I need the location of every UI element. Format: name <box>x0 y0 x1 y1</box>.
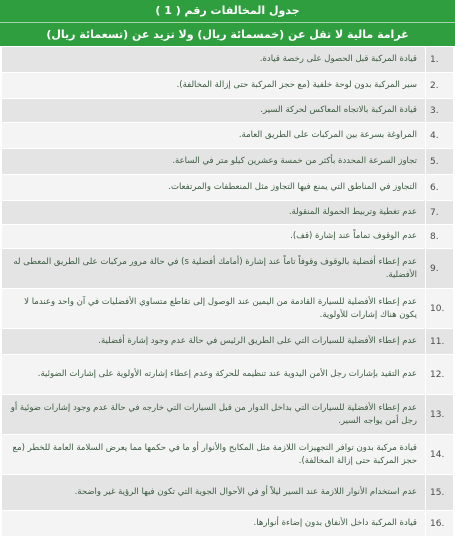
violation-text: عدم إعطاء أفضلية بالوقوف وقوفاً تاماً عند إشارة (أمامك أفضلية s) في حالة مرور مركبات على الطريق المعطى له الأفضلية. <box>2 249 426 289</box>
row-number: 15. <box>426 475 454 511</box>
table-row <box>2 395 454 435</box>
table-row <box>2 435 454 475</box>
table-subtitle: غرامة مالية لا تقل عن (خمسمائة ريال) ولا تزيد عن (تسعمائة ريال) <box>0 22 455 46</box>
table-row <box>2 355 454 395</box>
violation-text: سير المركبة بدون لوحة خلفية (مع حجز المركبة حتى إزالة المخالفة). <box>2 73 426 99</box>
violation-text: التجاوز في المناطق التي يمنع فيها التجاوز مثل المنعطفات والمرتفعات. <box>2 175 426 201</box>
violation-text: عدم إعطاء الأفضلية للسيارات التي على الطريق الرئيس في حالة عدم وجود إشارة أفضلية. <box>2 329 426 355</box>
table-row <box>2 225 454 249</box>
row-number: 5. <box>426 149 454 175</box>
row-number: 3. <box>426 99 454 123</box>
row-number: 1. <box>426 47 454 73</box>
row-number: 14. <box>426 435 454 475</box>
table-title: جدول المخالفات رقم ( 1 ) <box>0 0 455 22</box>
table-row <box>2 475 454 511</box>
violation-text: عدم إعطاء الأفضلية للسيارات التي بداخل الدوار من قبل السيارات التي خارجه في حالة عدم وجود إشارات ضوئية أو رجل أمن يواجه السير. <box>2 395 426 435</box>
row-number: 9. <box>426 249 454 289</box>
table-row <box>2 249 454 289</box>
table-row <box>2 329 454 355</box>
violation-text: قيادة المركبة بالاتجاه المعاكس لحركة السير. <box>2 99 426 123</box>
table-row <box>2 123 454 149</box>
table-row <box>2 73 454 99</box>
row-number: 10. <box>426 289 454 329</box>
row-number: 6. <box>426 175 454 201</box>
violation-text: قيادة المركبة قبل الحصول على رخصة قيادة. <box>2 47 426 73</box>
violations-table <box>1 46 454 537</box>
table-row <box>2 149 454 175</box>
table-row <box>2 175 454 201</box>
violation-text: عدم الوقوف تماماً عند إشارة (قف). <box>2 225 426 249</box>
row-number: 7. <box>426 201 454 225</box>
violation-text: عدم إعطاء الأفضلية للسيارة القادمة من اليمين عند الوصول إلى تقاطع متساوي الأفضليات في آن واحد وعندما لا يكون هناك إشارات للأولوية. <box>2 289 426 329</box>
violation-text: المراوغة بسرعة بين المركبات على الطريق العامة. <box>2 123 426 149</box>
table-row <box>2 201 454 225</box>
violation-text: قيادة مركبة بدون توافر التجهيزات اللازمة مثل المكابح والأنوار أو ما في حكمها مما يعرض السلامة العامة للخطر (مع حجز المركبة حتى إزالة المخالفة). <box>2 435 426 475</box>
violation-text: تجاوز السرعة المحددة بأكثر من خمسة وعشرين كيلو متر في الساعة. <box>2 149 426 175</box>
row-number: 12. <box>426 355 454 395</box>
row-number: 13. <box>426 395 454 435</box>
row-number: 4. <box>426 123 454 149</box>
violation-text: عدم التقيد بإشارات رجل الأمن اليدوية عند تنظيمه للحركة وعدم إعطاء إشارته الأولوية على إشارات الضوئية. <box>2 355 426 395</box>
row-number: 16. <box>426 511 454 537</box>
table-row <box>2 47 454 73</box>
table-row <box>2 289 454 329</box>
row-number: 2. <box>426 73 454 99</box>
violation-text: عدم استخدام الأنوار اللازمة عند السير ليلاً أو في الأحوال الجوية التي تكون فيها الرؤية غير واضحة. <box>2 475 426 511</box>
table-row <box>2 99 454 123</box>
table-row <box>2 511 454 537</box>
row-number: 11. <box>426 329 454 355</box>
row-number: 8. <box>426 225 454 249</box>
violation-text: قيادة المركبة داخل الأنفاق بدون إضاءة أنوارها. <box>2 511 426 537</box>
violation-text: عدم تغطية وتربيط الحمولة المنقولة. <box>2 201 426 225</box>
